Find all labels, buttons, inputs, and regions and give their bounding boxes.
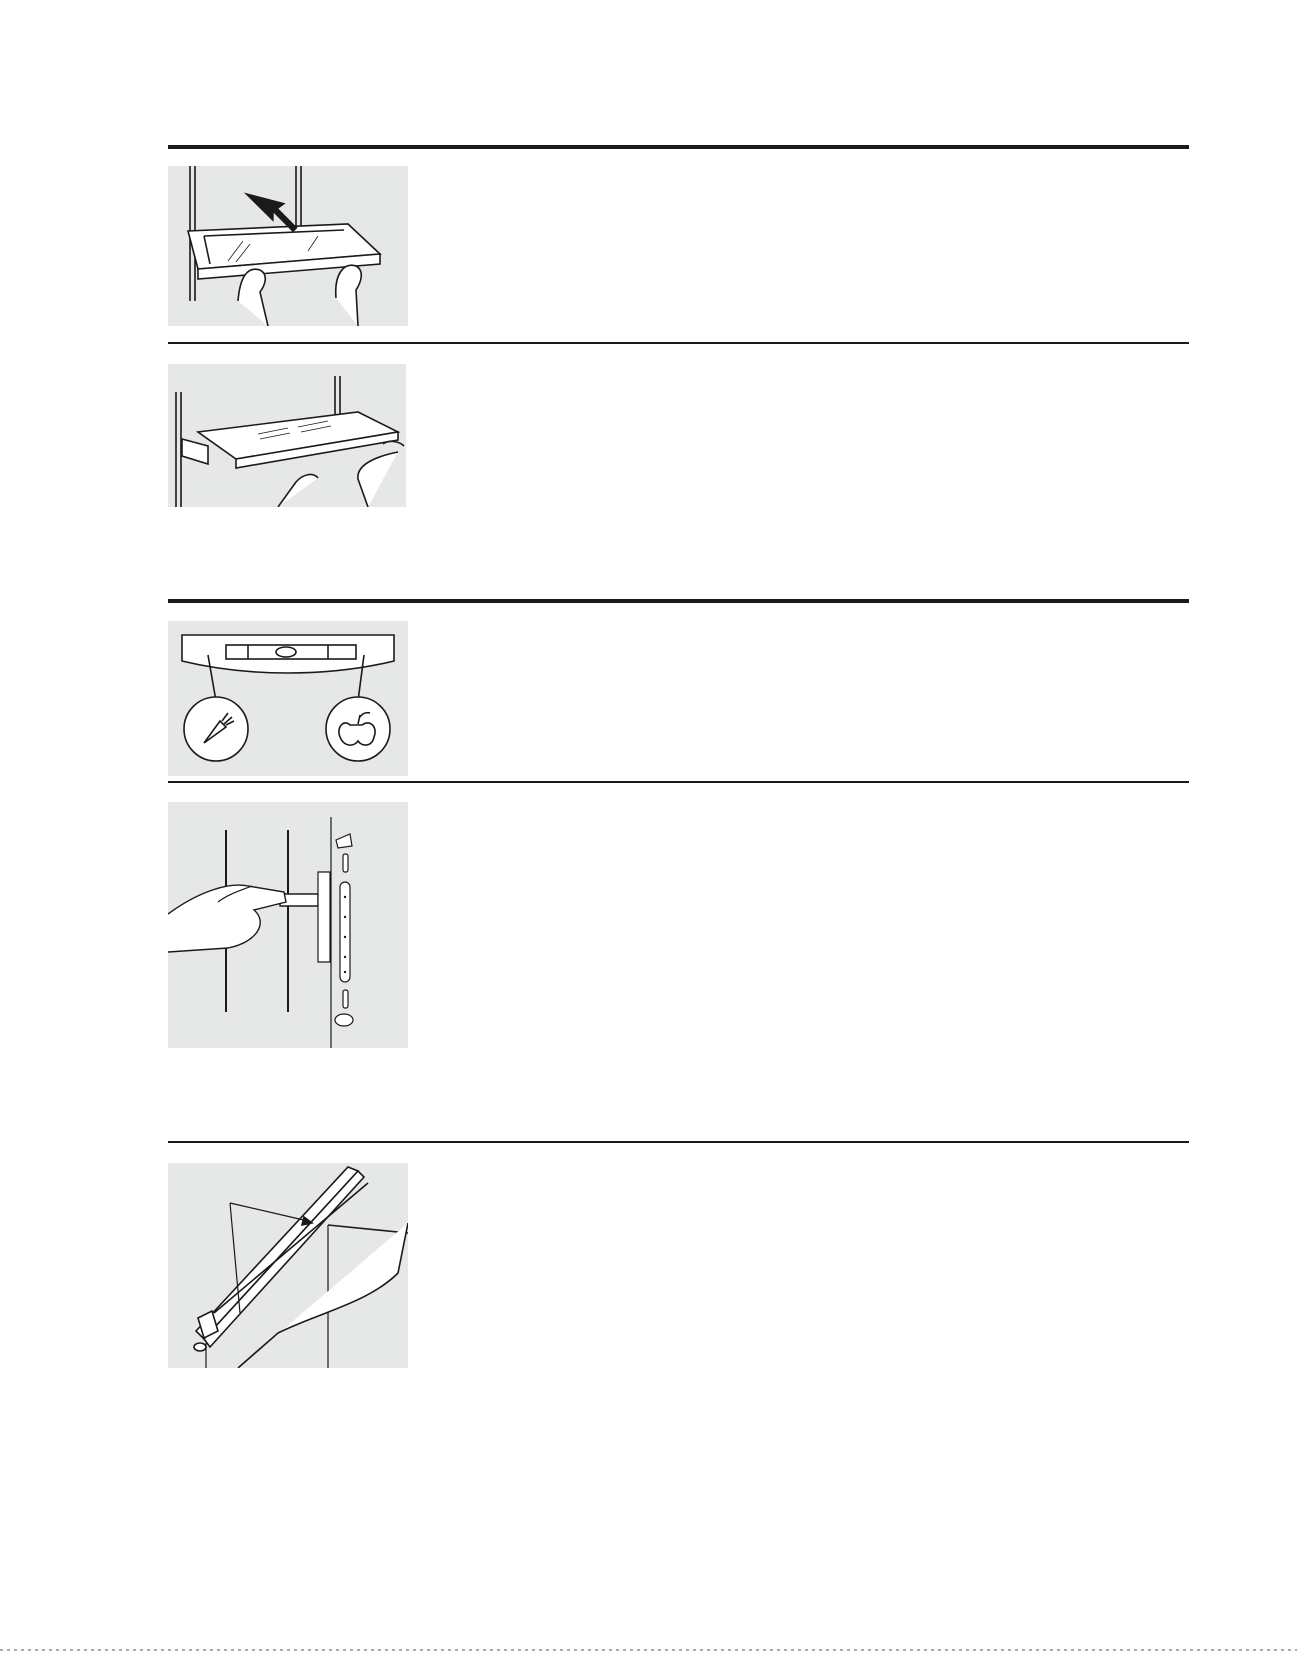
drawer-rail-removal-illustration (168, 1163, 408, 1368)
section-divider (168, 781, 1189, 783)
section-divider-top (168, 599, 1189, 603)
crisper-controls-drawing (168, 621, 408, 776)
glass-shelf-slide-in-illustration (168, 364, 406, 507)
meat-pan-control-drawing (168, 802, 408, 1048)
section-divider-top (168, 145, 1189, 149)
scan-edge-artifact (0, 1649, 1297, 1651)
drawer-rail-drawing (168, 1163, 408, 1368)
meat-pan-temperature-control-illustration (168, 802, 408, 1048)
section-divider (168, 1141, 1189, 1143)
shelf-slide-in-drawing (168, 364, 406, 507)
glass-shelf-pull-out-illustration (168, 166, 408, 326)
shelf-pull-out-drawing (168, 166, 408, 326)
crisper-humidity-control-illustration (168, 621, 408, 776)
section-divider (168, 342, 1189, 344)
